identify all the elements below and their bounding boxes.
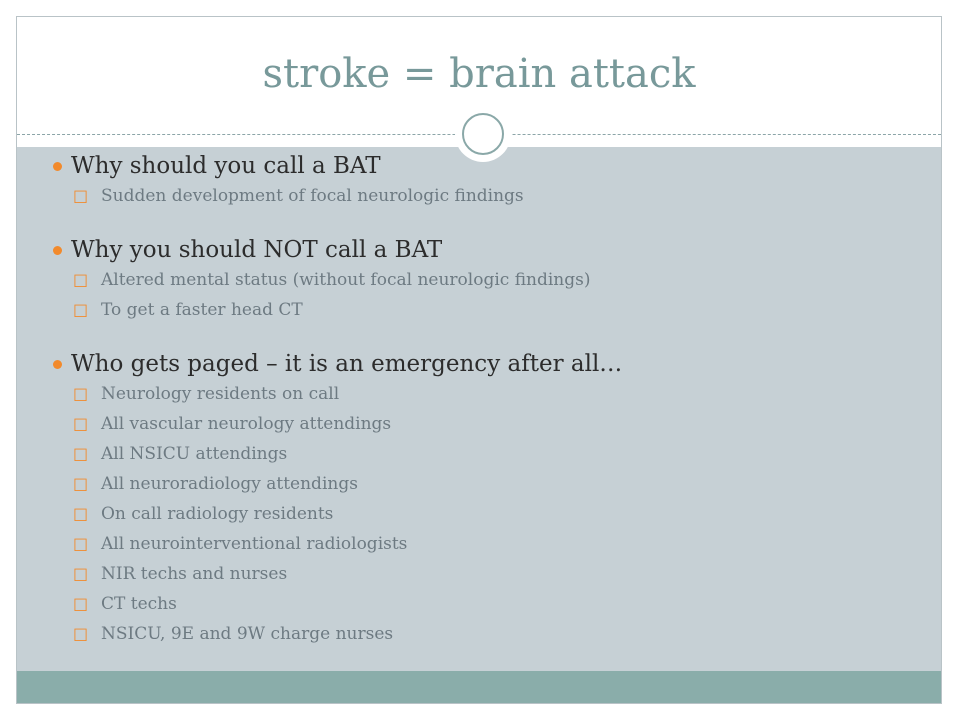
sub-bullet [51, 559, 931, 589]
sub-bullet-text: Neurology residents on call [101, 384, 340, 404]
sub-bullet [51, 529, 931, 559]
sub-bullet [51, 469, 931, 499]
sub-bullet-text: NSICU, 9E and 9W charge nurses [101, 624, 394, 644]
bullet-heading-text: Who gets paged – it is an emergency after all… [71, 351, 623, 377]
square-bullet-icon: □ [73, 564, 89, 583]
bullet-list [51, 151, 931, 649]
sub-bullet [51, 589, 931, 619]
sub-bullet-text: All vascular neurology attendings [101, 414, 392, 434]
bullet-heading [51, 235, 931, 265]
sub-bullet-text: All NSICU attendings [101, 444, 288, 464]
square-bullet-icon: □ [73, 594, 89, 613]
sub-bullet-text: To get a faster head CT [101, 300, 303, 320]
slide-title: stroke = brain attack [262, 51, 696, 97]
square-bullet-icon: □ [73, 300, 89, 319]
square-bullet-icon: □ [73, 534, 89, 553]
sub-bullet [51, 439, 931, 469]
sub-bullet-text: All neurointerventional radiologists [101, 534, 408, 554]
bullet-heading-text: Why you should NOT call a BAT [71, 237, 443, 263]
sub-bullet [51, 379, 931, 409]
sub-bullet-text: Altered mental status (without focal neurologic findings) [101, 270, 591, 290]
sub-bullet-text: All neuroradiology attendings [101, 474, 358, 494]
square-bullet-icon: □ [73, 384, 89, 403]
slide [16, 16, 942, 704]
sub-bullet [51, 181, 931, 211]
sub-bullet-text: CT techs [101, 594, 177, 614]
square-bullet-icon: □ [73, 414, 89, 433]
orange-dot-icon [53, 246, 62, 255]
square-bullet-icon: □ [73, 624, 89, 643]
sub-bullet [51, 409, 931, 439]
bullet-heading [51, 151, 931, 181]
square-bullet-icon: □ [73, 504, 89, 523]
sub-bullet [51, 619, 931, 649]
bottom-band [17, 671, 941, 703]
bullet-heading [51, 349, 931, 379]
orange-dot-icon [53, 162, 62, 171]
sub-bullet-text: NIR techs and nurses [101, 564, 288, 584]
square-bullet-icon: □ [73, 186, 89, 205]
square-bullet-icon: □ [73, 474, 89, 493]
sub-bullet [51, 295, 931, 325]
square-bullet-icon: □ [73, 444, 89, 463]
square-bullet-icon: □ [73, 270, 89, 289]
sub-bullet [51, 499, 931, 529]
orange-dot-icon [53, 360, 62, 369]
bullet-heading-text: Why should you call a BAT [71, 153, 381, 179]
sub-bullet [51, 265, 931, 295]
sub-bullet-text: On call radiology residents [101, 504, 334, 524]
sub-bullet-text: Sudden development of focal neurologic findings [101, 186, 524, 206]
